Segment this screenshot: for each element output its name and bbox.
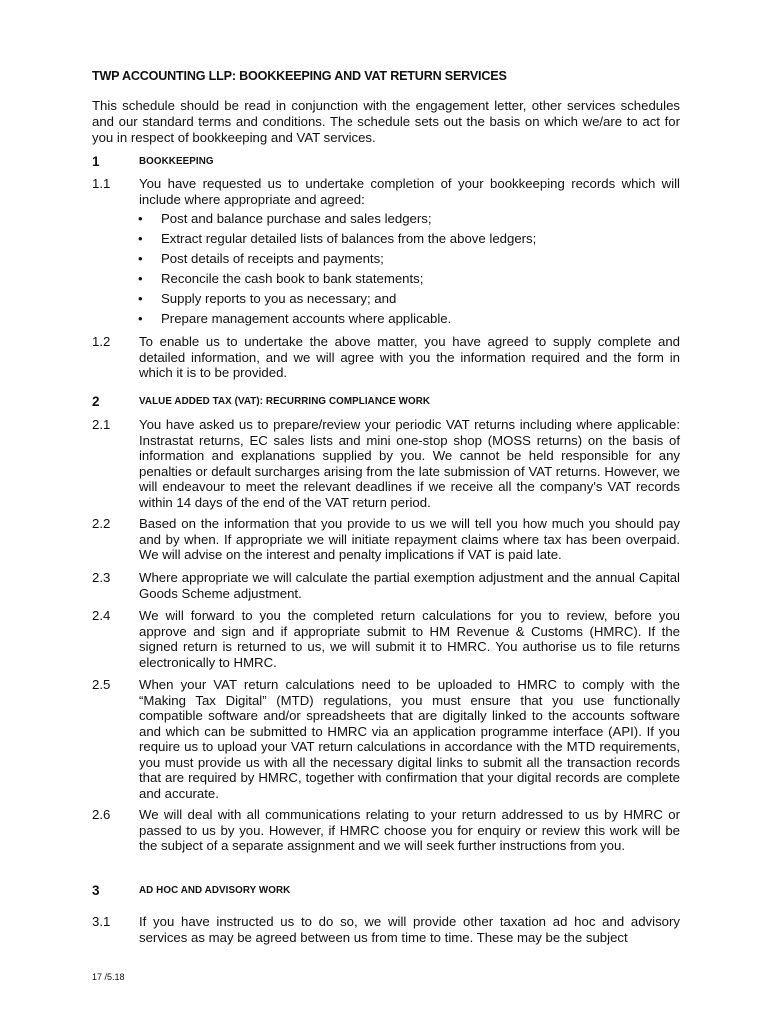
section-title: BOOKKEEPING: [139, 156, 214, 167]
list-item: • Extract regular detailed lists of balances from the above ledgers;: [138, 231, 536, 251]
paragraph-text: You have requested us to undertake completion of your bookkeeping records which will include where appropriate and agreed:: [139, 176, 680, 207]
document-title: TWP ACCOUNTING LLP: BOOKKEEPING AND VAT RETURN SERVICES: [92, 69, 507, 83]
paragraph-number: 2.6: [92, 807, 111, 822]
paragraph-text: We will deal with all communications relating to your return addressed to us by HMRC or passed to us by you. However, if HMRC choose you for enquiry or review this work will be the subject of a separate assignment and we will seek further instructions from you.: [139, 807, 680, 853]
paragraph-text: When your VAT return calculations need to be uploaded to HMRC to comply with the “Making Tax Digital” (MTD) regulations, you must ensure that you use functionally compatible software and/or spreadsheets that are digitally linked to the accounts software and which can be submitted to HMRC via an application programme interface (API). If you require us to upload your VAT return calculations in accordance with the MTD requirements, you must provide us with all the necessary digital links to submit all the transaction records that are required by HMRC, together with confirmation that your digital records are complete and accurate.: [139, 677, 680, 801]
page-footer: 17 /5.18: [92, 972, 125, 982]
intro-paragraph: This schedule should be read in conjunction with the engagement letter, other services schedules and our standard terms and conditions. The schedule sets out the basis on which we/are to act for you in respect of bookkeeping and VAT services.: [92, 98, 680, 145]
paragraph-text: You have asked us to prepare/review your periodic VAT returns including where applicable: Instrastat returns, EC sales lists and mini one-stop shop (MOSS returns) on the basis of information and explanations supplied by you. We cannot be held responsible for any penalties or default surcharges arising from the late submission of VAT returns. However, we will endeavour to meet the relevant deadlines if we receive all the company's VAT records within 14 days of the end of the VAT return period.: [139, 417, 680, 510]
paragraph-number: 2.1: [92, 417, 111, 432]
section-title: AD HOC AND ADVISORY WORK: [139, 885, 291, 896]
paragraph-number: 2.5: [92, 677, 111, 692]
paragraph-text: To enable us to undertake the above matter, you have agreed to supply complete and detailed information, and we will agree with you the information required and the form in which it is to be provided.: [139, 334, 680, 380]
section-number: 2: [92, 394, 100, 409]
paragraph-number: 2.4: [92, 608, 111, 623]
paragraph-number: 3.1: [92, 914, 111, 929]
paragraph-text: Where appropriate we will calculate the partial exemption adjustment and the annual Capital Goods Scheme adjustment.: [139, 570, 680, 601]
section-title: VALUE ADDED TAX (VAT): RECURRING COMPLIANCE WORK: [139, 396, 431, 407]
list-item: • Reconcile the cash book to bank statements;: [138, 271, 536, 291]
paragraph-text: If you have instructed us to do so, we will provide other taxation ad hoc and advisory services as may be agreed between us from time to time. These may be the subject: [139, 914, 680, 945]
list-item: • Post details of receipts and payments;: [138, 251, 536, 271]
list-item: • Post and balance purchase and sales ledgers;: [138, 211, 536, 231]
bullet-list: [138, 211, 536, 331]
paragraph-number: 1.2: [92, 334, 111, 349]
paragraph-number: 2.3: [92, 570, 111, 585]
paragraph-number: 2.2: [92, 516, 111, 531]
section-number: 1: [92, 154, 100, 169]
paragraph-text: Based on the information that you provide to us we will tell you how much you should pay and by when. If appropriate we will initiate repayment claims where tax has been overpaid. We will advise on the interest and penalty implications if VAT is paid late.: [139, 516, 680, 562]
section-number: 3: [92, 883, 100, 898]
paragraph-number: 1.1: [92, 176, 111, 191]
list-item: • Supply reports to you as necessary; and: [138, 291, 536, 311]
paragraph-text: We will forward to you the completed return calculations for you to review, before you approve and sign and if appropriate submit to HM Revenue & Customs (HMRC). If the signed return is returned to us, we will submit it to HMRC. You authorise us to file returns electronically to HMRC.: [139, 608, 680, 670]
list-item: • Prepare management accounts where applicable.: [138, 311, 536, 331]
